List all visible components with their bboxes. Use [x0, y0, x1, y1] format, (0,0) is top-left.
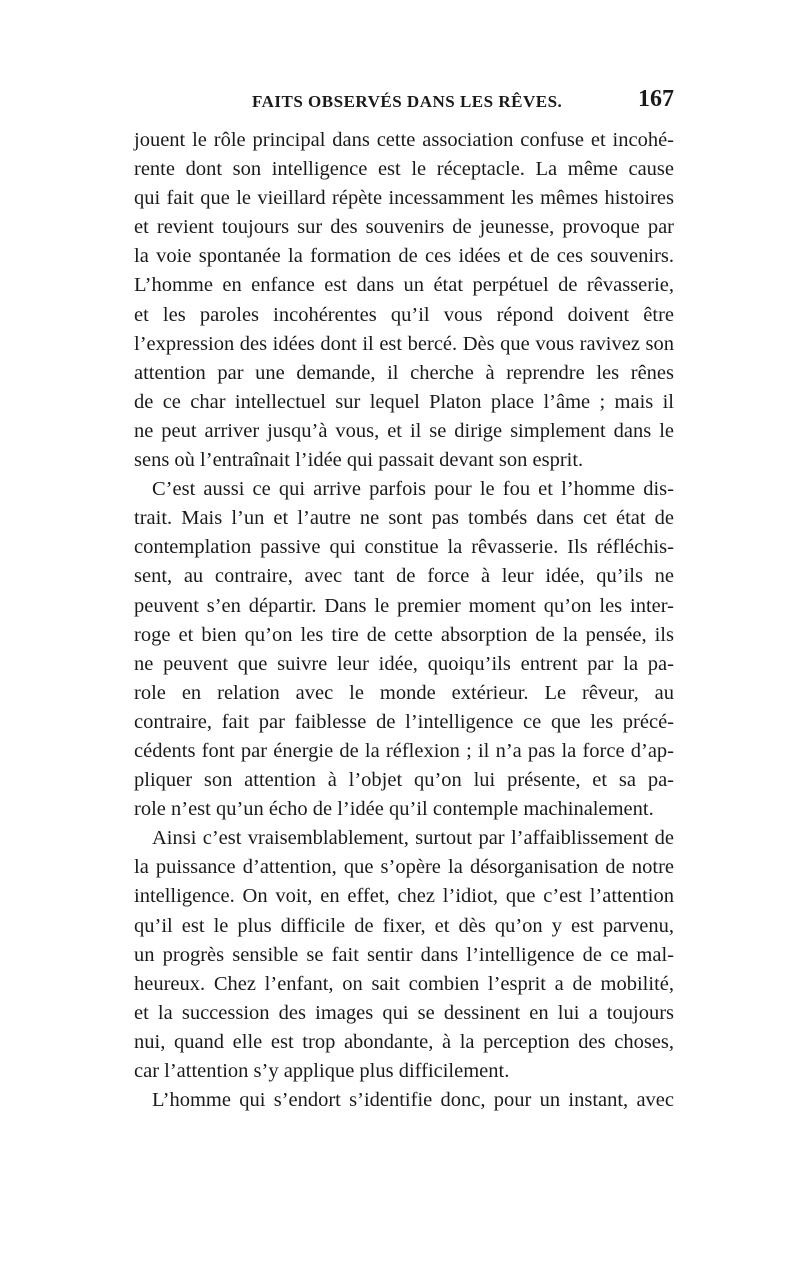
- text-line: qu’il est le plus difficile de fixer, et dès qu’on y est parvenu,: [134, 914, 674, 937]
- page-number: 167: [638, 86, 674, 112]
- text-line: ne peuvent que suivre leur idée, quoiqu’ils entrent par la pa-: [134, 652, 674, 675]
- text-line: C’est aussi ce qui arrive parfois pour le fou et l’homme dis-: [152, 478, 674, 501]
- text-line: et les paroles incohérentes qu’il vous répond doivent être: [134, 303, 674, 326]
- text-line: intelligence. On voit, en effet, chez l’idiot, que c’est l’attention: [134, 885, 674, 908]
- text-line: la voie spontanée la formation de ces idées et de ces souvenirs.: [134, 245, 674, 268]
- body-text: [134, 126, 674, 1115]
- text-line: role n’est qu’un écho de l’idée qu’il contemple machinalement.: [134, 798, 654, 821]
- text-line: et la succession des images qui se dessinent en lui a toujours: [134, 1001, 674, 1024]
- running-head: [134, 88, 674, 118]
- text-line: l’expression des idées dont il est bercé. Dès que vous ravivez son: [134, 332, 674, 355]
- text-line: role en relation avec le monde extérieur. Le rêveur, au: [134, 681, 674, 704]
- text-line: cédents font par énergie de la réflexion ; il n’a pas la force d’ap-: [134, 739, 674, 762]
- text-line: qui fait que le vieillard répète incessamment les mêmes histoires: [134, 187, 674, 210]
- text-line: peuvent s’en départir. Dans le premier moment qu’on les inter-: [134, 594, 674, 617]
- text-line: trait. Mais l’un et l’autre ne sont pas tombés dans cet état de: [134, 507, 674, 530]
- text-line: contemplation passive qui constitue la rêvasserie. Ils réfléchis-: [134, 536, 674, 559]
- text-line: jouent le rôle principal dans cette association confuse et incohé-: [134, 129, 674, 151]
- text-line: L’homme en enfance est dans un état perpétuel de rêvasserie,: [134, 274, 674, 297]
- text-line: heureux. Chez l’enfant, on sait combien l’esprit a de mobilité,: [134, 972, 674, 995]
- text-line: et revient toujours sur des souvenirs de jeunesse, provoque par: [134, 216, 674, 239]
- text-line: roge et bien qu’on les tire de cette absorption de la pensée, ils: [134, 623, 674, 646]
- text-line: nui, quand elle est trop abondante, à la perception des choses,: [134, 1030, 674, 1053]
- text-line: de ce char intellectuel sur lequel Platon place l’âme ; mais il: [134, 390, 674, 413]
- text-line: attention par une demande, il cherche à reprendre les rênes: [134, 361, 674, 384]
- text-line: rente dont son intelligence est le réceptacle. La même cause: [134, 158, 674, 181]
- text-line: sens où l’entraînait l’idée qui passait devant son esprit.: [134, 449, 584, 472]
- text-line: car l’attention s’y applique plus difficilement.: [134, 1060, 510, 1082]
- text-line: ne peut arriver jusqu’à vous, et il se dirige simplement dans le: [134, 419, 674, 442]
- text-line: L’homme qui s’endort s’identifie donc, pour un instant, avec: [152, 1089, 674, 1112]
- text-line: sent, au contraire, avec tant de force à leur idée, qu’ils ne: [134, 565, 674, 588]
- text-line: la puissance d’attention, que s’opère la désorganisation de notre: [134, 856, 674, 879]
- text-line: contraire, fait par faiblesse de l’intelligence ce que les précé-: [134, 710, 674, 733]
- text-line: un progrès sensible se fait sentir dans l’intelligence de ce mal-: [134, 943, 674, 966]
- text-line: pliquer son attention à l’objet qu’on lui présente, et sa pa-: [134, 769, 674, 792]
- text-line: Ainsi c’est vraisemblablement, surtout par l’affaiblissement de: [152, 827, 674, 850]
- running-title: FAITS OBSERVÉS DANS LES RÊVES.: [252, 92, 563, 111]
